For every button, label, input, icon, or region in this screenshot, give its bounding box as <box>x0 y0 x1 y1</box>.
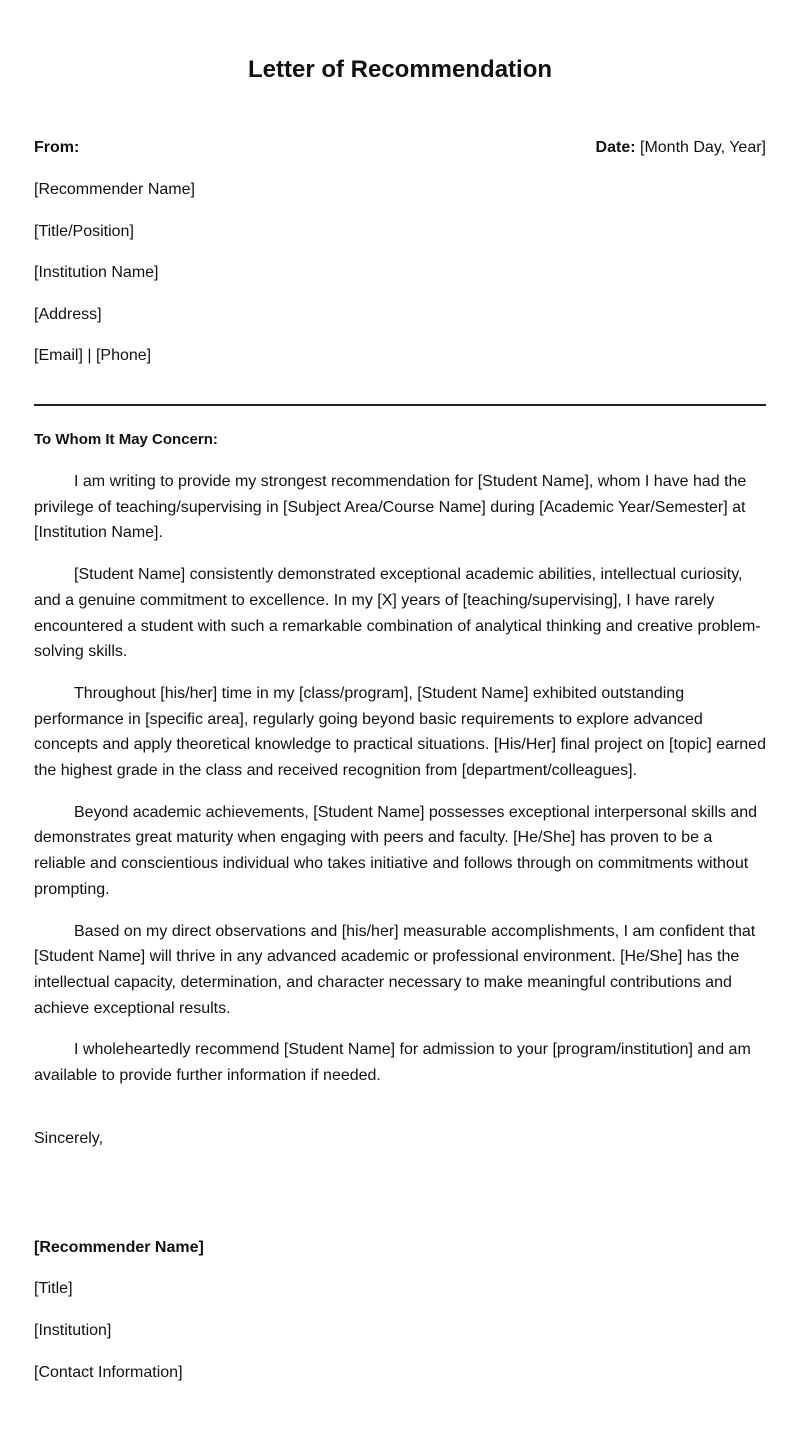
sender-contact: [Email] | [Phone] <box>34 347 152 364</box>
signature-contact: [Contact Information] <box>34 1364 183 1381</box>
header-divider <box>34 404 766 406</box>
signature-institution: [Institution] <box>34 1322 112 1339</box>
signature-title: [Title] <box>34 1280 73 1297</box>
letter-body <box>34 469 766 1105</box>
body-paragraph: [Student Name] consistently demonstrated exceptional academic abilities, intellectual curiosity, and a genuine commitment to excellence. In my [X] years of [teaching/supervising], I have rarely encountered a student with such a remarkable combination of analytical thinking and creative problem-solving skills. <box>34 566 761 661</box>
date-block <box>596 138 766 158</box>
sender-institution: [Institution Name] <box>34 264 159 281</box>
sender-address: [Address] <box>34 306 102 323</box>
body-paragraph: Throughout [his/her] time in my [class/program], [Student Name] exhibited outstanding performance in [specific area], regularly going beyond basic requirements to explore advanced concepts and apply theoretical knowledge to practical situations. [His/Her] final project on [topic] earned the highest grade in the class and received recognition from [department/colleagues]. <box>34 684 766 780</box>
signature-name: [Recommender Name] <box>34 1239 204 1256</box>
closing: Sincerely, <box>34 1130 104 1147</box>
salutation: To Whom It May Concern: <box>34 431 218 448</box>
body-paragraph: Based on my direct observations and [his/her] measurable accomplishments, I am confident that [Student Name] will thrive in any advanced academic or professional environment. [He/She] has the intellectual capacity, determination, and character necessary to make meaningful contributions and achieve exceptional results. <box>34 922 756 1017</box>
letter-title: Letter of Recommendation <box>247 56 553 83</box>
body-paragraph: I am writing to provide my strongest recommendation for [Student Name], whom I have had the privilege of teaching/supervising in [Subject Area/Course Name] during [Academic Year/Semester] at [Institution Name]. <box>34 473 747 542</box>
date-value: [Month Day, Year] <box>640 139 766 156</box>
sender-name: [Recommender Name] <box>34 181 195 198</box>
date-label: Date: <box>595 139 636 156</box>
body-paragraph: Beyond academic achievements, [Student Name] possesses exceptional interpersonal skills and demonstrates great maturity when engaging with peers and faculty. [He/She] has proven to be a reliable and conscientious individual who takes initiative and follows through on commitments without prompting. <box>34 803 758 898</box>
from-label: From: <box>34 139 80 156</box>
sender-title: [Title/Position] <box>34 223 134 240</box>
body-paragraph: I wholeheartedly recommend [Student Name] for admission to your [program/institution] and am available to provide further information if needed. <box>34 1041 751 1085</box>
